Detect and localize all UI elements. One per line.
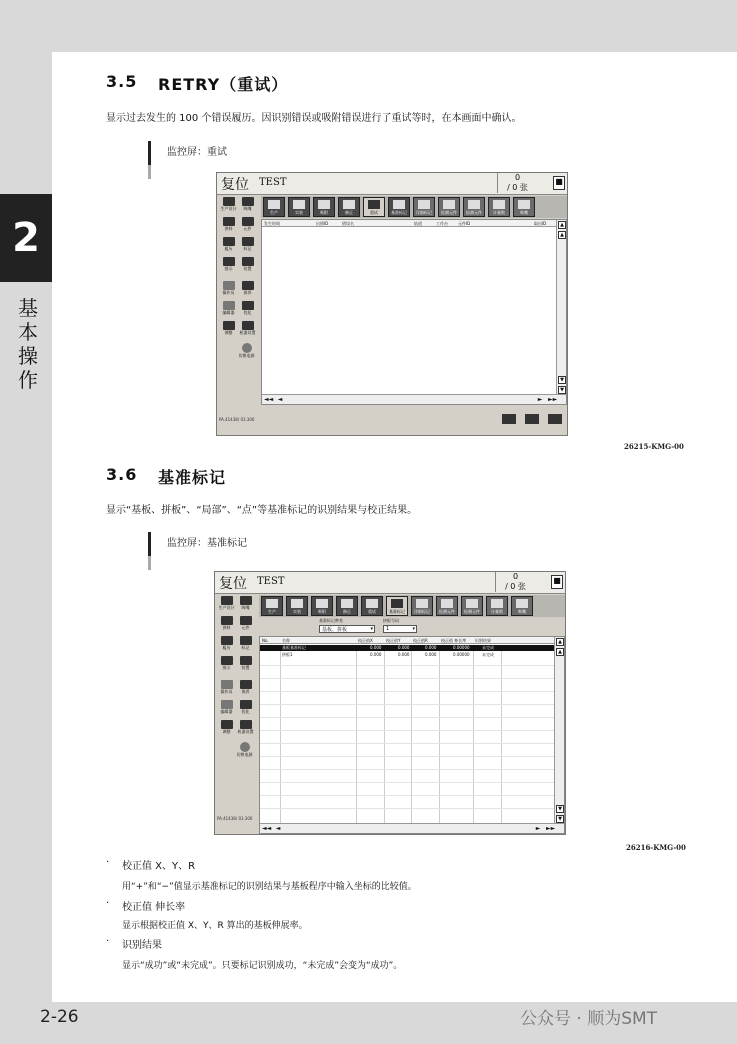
list-item-desc: 显示“成功”或“未完成”。只要标记识别成功，“未完成”会变为“成功”。 [122, 961, 403, 971]
scroll-up-icon[interactable]: ▲ [556, 648, 564, 656]
scroll-left-icon[interactable]: ◄ [275, 825, 281, 832]
tool-mount[interactable]: 实装 [288, 197, 310, 217]
tool-fiducial[interactable]: 基准标记 [388, 197, 410, 217]
tool-retry[interactable]: 重试 [363, 197, 385, 217]
section-3-6-description: 显示“基板、拼板”、“局部”、“点”等基准标记的识别结果与校正结果。 [106, 505, 418, 516]
top-toolbar [261, 196, 567, 218]
board-no-select[interactable]: 1 ▾ [383, 625, 417, 633]
tool-correct[interactable]: 修正 [338, 197, 360, 217]
side-btn-part[interactable]: 元件 [238, 217, 257, 235]
tool-check-part-2[interactable]: 检测元件 [463, 197, 485, 217]
side-btn-history[interactable]: 履历 [217, 636, 236, 654]
side-menu [217, 195, 259, 435]
col-y: 校正值Y [386, 638, 401, 643]
side-btn-power-switch[interactable]: 切换电源 [237, 343, 256, 361]
chapter-number-tab: 2 [0, 194, 52, 282]
side-btn-nozzle[interactable]: 吸嘴 [236, 596, 255, 614]
section-title: 基准标记 [158, 468, 227, 487]
side-btn-machine-setup[interactable]: 机器设置 [236, 720, 255, 738]
page-number: 2-26 [40, 1007, 79, 1027]
table-row[interactable]: 拼板1 0.000 0.000 0.000 0.00000 未完成 [282, 652, 494, 657]
side-btn-editor[interactable]: 编辑器 [219, 301, 238, 319]
side-btn-device[interactable]: 装置 [236, 656, 255, 674]
table-header [262, 220, 558, 227]
section-number: 3.5 [106, 72, 138, 91]
program-name: TEST [257, 576, 285, 587]
mark-type-select[interactable]: 基板、拼板 ▾ [319, 625, 375, 633]
count-top: 0 [514, 173, 521, 182]
side-btn-feeder[interactable]: 供料 [217, 616, 236, 634]
vertical-scrollbar[interactable] [556, 220, 566, 396]
side-btn-power-switch[interactable]: 切换电源 [235, 742, 254, 760]
col-error-id: 出错ID [316, 221, 329, 226]
fiducial-screen [214, 571, 566, 835]
scroll-down-icon[interactable]: ▼ [558, 376, 566, 384]
retry-screen [216, 172, 568, 436]
tool-check-part-2[interactable]: 检测元件 [461, 596, 483, 616]
side-btn-nozzle[interactable]: 吸嘴 [238, 197, 257, 215]
side-btn-adjust[interactable]: 调整 [219, 321, 238, 339]
board-count [497, 173, 537, 193]
title-bar [215, 572, 565, 594]
reset-button[interactable]: 复位 [221, 177, 249, 193]
side-btn-part[interactable]: 元件 [236, 616, 255, 634]
program-name: TEST [259, 177, 287, 188]
list-item-desc: 用“+”和“−”值显示基准标记的识别结果与基板程序中输入坐标的比较值。 [122, 882, 417, 892]
window-close-icon[interactable]: ■ [553, 176, 565, 190]
version-footer: PA.41438/ 03.300 [217, 816, 253, 821]
tool-pickup[interactable]: 吸附 [311, 596, 333, 616]
tool-count[interactable]: 计量数 [486, 596, 508, 616]
count-bottom: / 0 张 [507, 183, 528, 192]
title-bar [217, 173, 567, 195]
scroll-first-icon[interactable]: ◄◄ [264, 396, 274, 403]
col-time: 发生时间 [264, 221, 280, 226]
footer-btn-operate[interactable] [499, 413, 519, 431]
watermark: 公众号 · 顺为SMT [520, 1009, 658, 1029]
tool-detail-mark[interactable]: 详细标记 [411, 596, 433, 616]
reset-button[interactable]: 复位 [219, 576, 247, 592]
col-no: No. [262, 638, 269, 643]
col-table: 工作台 [436, 221, 448, 226]
tool-detail-mark[interactable]: 详细标记 [413, 197, 435, 217]
scroll-top-icon[interactable]: ▲ [558, 221, 566, 229]
section-3-6-monitor-label: 监控屏：基准标记 [148, 532, 247, 570]
version-footer: PA.41438/ 03.300 [219, 417, 255, 422]
side-btn-editor[interactable]: 编辑器 [217, 700, 236, 718]
chapter-title: 基本操作 [18, 296, 38, 392]
window-close-icon[interactable]: ■ [551, 575, 563, 589]
dropdown-arrow-icon: ▾ [370, 626, 373, 632]
side-btn-maintenance[interactable]: 保养 [236, 680, 255, 698]
side-btn-device[interactable]: 装置 [238, 257, 257, 275]
side-btn-design[interactable]: 生产设计 [219, 197, 238, 215]
side-btn-optimize[interactable]: 优化 [236, 700, 255, 718]
col-take-id: 取出ID [534, 221, 547, 226]
tool-nozzle[interactable]: 吸嘴 [511, 596, 533, 616]
horizontal-scrollbar[interactable] [260, 823, 564, 833]
fiducial-table [259, 636, 565, 834]
col-x: 校正值X [358, 638, 373, 643]
tool-fiducial[interactable]: 基准标记 [386, 596, 408, 616]
tool-nozzle[interactable]: 吸嘴 [513, 197, 535, 217]
side-btn-adjust[interactable]: 调整 [217, 720, 236, 738]
side-btn-operator[interactable]: 操作员 [219, 281, 238, 299]
scroll-first-icon[interactable]: ◄◄ [262, 825, 272, 832]
side-btn-chart[interactable]: 图示 [217, 656, 236, 674]
scroll-left-icon[interactable]: ◄ [277, 396, 283, 403]
col-track: 轨道 [414, 221, 422, 226]
vertical-scrollbar[interactable] [554, 637, 564, 825]
col-r: 校正值R [413, 638, 428, 643]
dropdown-arrow-icon: ▾ [412, 626, 415, 632]
side-btn-history[interactable]: 履历 [219, 237, 238, 255]
side-btn-machine-setup[interactable]: 机器设置 [238, 321, 257, 339]
section-number: 3.6 [106, 465, 138, 484]
section-3-6-heading [106, 465, 690, 487]
side-btn-design[interactable]: 生产设计 [217, 596, 236, 614]
count-top: 0 [512, 572, 519, 581]
list-item-desc: 显示根据校正值 X、Y、R 算出的基板伸展率。 [122, 921, 308, 931]
footer-btn-select[interactable] [545, 413, 565, 431]
scroll-up-icon[interactable]: ▲ [558, 231, 566, 239]
tool-pickup[interactable]: 吸附 [313, 197, 335, 217]
side-btn-chart[interactable]: 图示 [219, 257, 238, 275]
table-row[interactable]: 基板基准标记 0.000 0.000 0.000 0.00000 未完成 [260, 645, 556, 651]
footer-btn-screen[interactable] [522, 413, 542, 431]
tool-mount[interactable]: 实装 [286, 596, 308, 616]
side-btn-mark[interactable]: 标记 [238, 237, 257, 255]
tool-retry[interactable]: 重试 [361, 596, 383, 616]
figure-code-2: 26216-KMG-00 [626, 843, 686, 852]
side-btn-operator[interactable]: 操作员 [217, 680, 236, 698]
count-bottom: / 0 张 [505, 582, 526, 591]
tool-count[interactable]: 计量数 [488, 197, 510, 217]
tool-check-part-1[interactable]: 检测元件 [436, 596, 458, 616]
side-btn-mark[interactable]: 标记 [236, 636, 255, 654]
board-count [495, 572, 535, 592]
top-toolbar [259, 595, 565, 617]
col-rate: 校正值 伸长率 [441, 638, 467, 643]
side-menu [215, 594, 257, 834]
tool-production[interactable]: 生产 [261, 596, 283, 616]
page-frame: 2 基本操作 3.5 RETRY（重试） 显示过去发生的 100 个错误履历。因识别错误或吸附错误进行了重试等时，在本画面中确认。 监控屏：重试 复位 TEST 0 / 0 张 ■ 生产设计 吸嘴 供料 元件 履历 标记 图示 装置 操作员 保养 编辑器 优化 调整 机器设置 切换电源 生产 实装 吸附 修正 重试 基准标记 详细标记 检测元件 检测元件 计量数 吸嘴 发生时间 出错ID 错误名 轨道 工作台 元件ID 取出ID ▲ ▲ ▼ ▼ ◄◄ ◄ ► ►► PA.41438/ 03.300 26215-KMG-00 3.6 基准标记 显示“基板、拼板”、“局部”、“点”等基准标记的识别结果与校正结果。 监控屏：基准标记 复位 TEST 0 / 0 张 ■ 生产设计 吸嘴 供料 元件 履历 标记 图示 装置 操作员 保养 编辑器 优化 调整 机器设置 切换电源 生产 实装 吸附 修正 重试 基准标记 详细标记 检测元件 检测元件 计量数 吸嘴 基准标记种类 基板、拼板 ▾ 拼板号码 1 ▾ No. 名称 校正值X 校正值Y 校正值R 校正值 伸长率 识别结果 基板基准标记 0.000 0.000 0.000 0.00000 未完成 拼板1 0.000 0.000 0.000 0.00000 未完成 ▲ ▲ ▼ ▼ ◄◄ ◄ ► ►► PA.41438/ 03.300 26216-KMG-00 · 校正值 X、Y、R 用“+”和“−”值显示基准标记的识别结果与基板程序中输入坐标的比较值。 · 校正值 伸长率 显示根据校正值 X、Y、R 算出的基板伸展率。 · 识别结果 显示“成功”或“未完成”。只要标记识别成功，“未完成”会变为“成功”。 2-26 公众号 · 顺为SMT [0, 0, 737, 1044]
board-no-label: 拼板号码 [383, 618, 399, 623]
section-3-5-heading [106, 72, 690, 94]
scroll-last-icon[interactable]: ►► [548, 396, 558, 403]
scroll-top-icon[interactable]: ▲ [556, 638, 564, 646]
section-title: RETRY（重试） [158, 75, 289, 94]
mark-type-label: 基准标记种类 [319, 618, 343, 623]
scroll-bottom-icon[interactable]: ▼ [558, 386, 566, 394]
side-btn-feeder[interactable]: 供料 [219, 217, 238, 235]
side-btn-maintenance[interactable]: 保养 [238, 281, 257, 299]
scroll-last-icon[interactable]: ►► [546, 825, 556, 832]
scroll-down-icon[interactable]: ▼ [556, 805, 564, 813]
scroll-right-icon[interactable]: ► [535, 825, 541, 832]
figure-code-1: 26215-KMG-00 [624, 442, 684, 451]
col-result: 识别结果 [475, 638, 491, 643]
section-3-5-description: 显示过去发生的 100 个错误履历。因识别错误或吸附错误进行了重试等时，在本画面中确认。 [106, 113, 522, 124]
retry-history-table [261, 219, 567, 405]
tool-production[interactable]: 生产 [263, 197, 285, 217]
col-error-name: 错误名 [342, 221, 354, 226]
scroll-bottom-icon[interactable]: ▼ [556, 815, 564, 823]
section-3-5-monitor-label: 监控屏：重试 [148, 141, 227, 179]
tool-check-part-1[interactable]: 检测元件 [438, 197, 460, 217]
table-header [260, 637, 556, 644]
col-name: 名称 [282, 638, 290, 643]
tool-correct[interactable]: 修正 [336, 596, 358, 616]
horizontal-scrollbar[interactable] [262, 394, 566, 404]
col-part-id: 元件ID [458, 221, 471, 226]
scroll-right-icon[interactable]: ► [537, 396, 543, 403]
side-btn-optimize[interactable]: 优化 [238, 301, 257, 319]
